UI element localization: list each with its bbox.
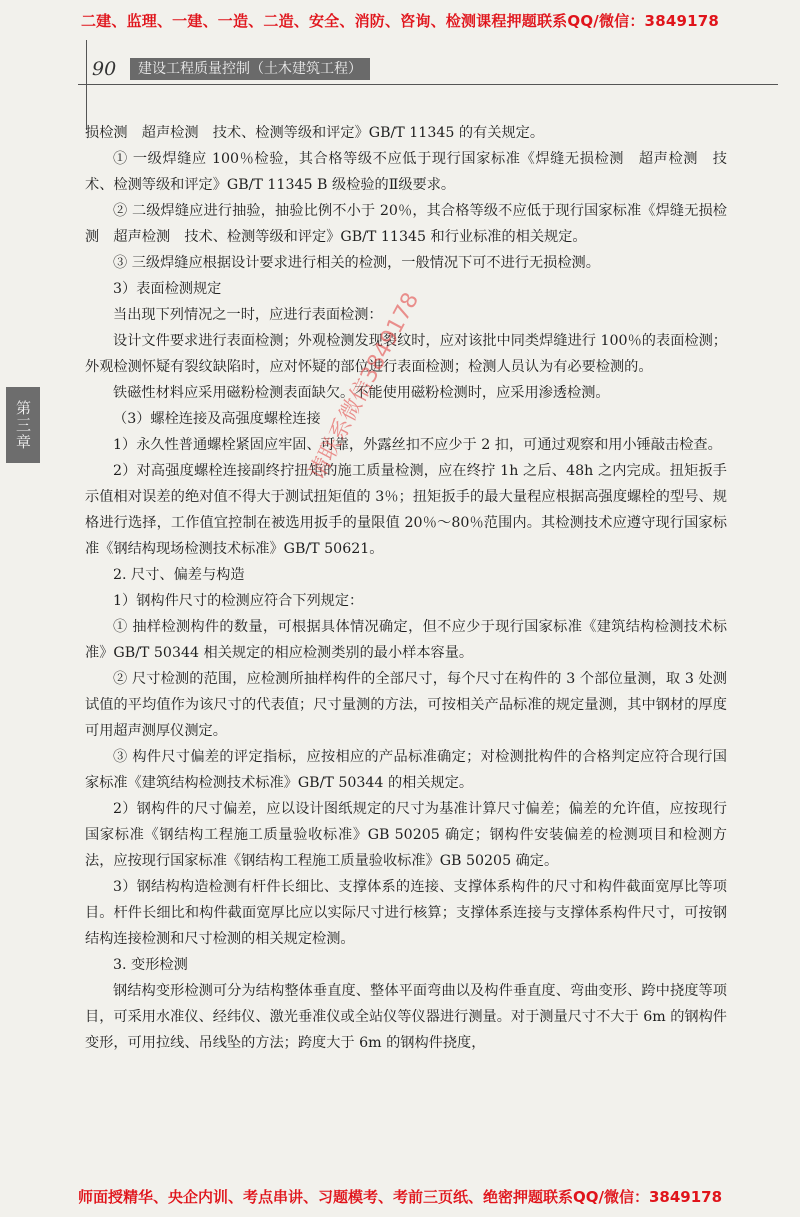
body-text <box>85 120 727 1056</box>
paragraph: 3. 变形检测 <box>113 957 188 973</box>
paragraph: 损检测 超声检测 技术、检测等级和评定》GB/T 11345 的有关规定。 <box>85 125 545 141</box>
paragraph: 3）表面检测规定 <box>113 281 222 297</box>
header-rule <box>78 84 778 85</box>
book-title: 建设工程质量控制（土木建筑工程） <box>130 58 370 80</box>
paragraph: 1）钢构件尺寸的检测应符合下列规定： <box>113 593 364 609</box>
paragraph: 2）对高强度螺栓连接副终拧扭矩的施工质量检测，应在终拧 1h 之后、48h 之内完成。扭矩扳手示值相对误差的绝对值不得大于测试扭矩值的 3％；扭矩扳手的最大量程应根据高强度螺栓的型号、规格进行选择，工作值宜控制在被选用扳手的量限值 20％～80％范围内。其检测技术应遵守现行国家标准《钢结构现场检测技术标准》GB/T 50621。 <box>85 463 727 557</box>
page-header <box>78 54 778 86</box>
paragraph: ② 尺寸检测的范围，应检测所抽样构件的全部尺寸，每个尺寸在构件的 3 个部位量测，取 3 处测试值的平均值作为该尺寸的代表值；尺寸量测的方法，可按相关产品标准的规定量测，其中钢材的厚度可用超声测厚仪测定。 <box>85 671 727 739</box>
paragraph: 设计文件要求进行表面检测；外观检测发现裂纹时，应对该批中同类焊缝进行 100％的表面检测；外观检测怀疑有裂纹缺陷时，应对怀疑的部位进行表面检测；检测人员认为有必要检测的。 <box>85 333 727 375</box>
watermark-stamp: 请联系微信3849178 <box>304 288 425 485</box>
paragraph: 1）永久性普通螺栓紧固应牢固、可靠，外露丝扣不应少于 2 扣，可通过观察和用小锤敲击检查。 <box>113 437 722 453</box>
paragraph: 2）钢构件的尺寸偏差，应以设计图纸规定的尺寸为基准计算尺寸偏差；偏差的允许值，应按现行国家标准《钢结构工程施工质量验收标准》GB 50205 确定；钢构件安装偏差的检测项目和检测方法，应按现行国家标准《钢结构工程施工质量验收标准》GB 50205 确定。 <box>85 801 727 869</box>
paragraph: 钢结构变形检测可分为结构整体垂直度、整体平面弯曲以及构件垂直度、弯曲变形、跨中挠度等项目，可采用水准仪、经纬仪、激光垂准仪或全站仪等仪器进行测量。对于测量尺寸不大于 6m 的钢构件变形，可用拉线、吊线坠的方法；跨度大于 6m 的钢构件挠度， <box>85 983 727 1051</box>
paragraph: ① 抽样检测构件的数量，可根据具体情况确定，但不应少于现行国家标准《建筑结构检测技术标准》GB/T 50344 相关规定的相应检测类别的最小样本容量。 <box>85 619 727 661</box>
paragraph: 铁磁性材料应采用磁粉检测表面缺欠。不能使用磁粉检测时，应采用渗透检测。 <box>113 385 610 401</box>
paragraph: 3）钢结构构造检测有杆件长细比、支撑体系的连接、支撑体系构件的尺寸和构件截面宽厚比等项目。杆件长细比和构件截面宽厚比应以实际尺寸进行核算；支撑体系连接与支撑体系构件尺寸，可按钢结构连接检测和尺寸检测的相关规定检测。 <box>85 879 727 947</box>
paragraph: 当出现下列情况之一时，应进行表面检测： <box>113 307 383 323</box>
paragraph: ③ 三级焊缝应根据设计要求进行相关的检测，一般情况下可不进行无损检测。 <box>113 255 600 271</box>
paragraph: （3）螺栓连接及高强度螺栓连接 <box>113 411 321 427</box>
top-advert-banner: 二建、监理、一建、一造、二造、安全、消防、咨询、检测课程押题联系QQ/微信：3849178 <box>80 12 720 30</box>
page-number: 90 <box>92 58 117 80</box>
paragraph: ① 一级焊缝应 100％检验，其合格等级不应低于现行国家标准《焊缝无损检测 超声检测 技术、检测等级和评定》GB/T 11345 B 级检验的Ⅱ级要求。 <box>85 151 727 193</box>
bottom-advert-banner: 师面授精华、央企内训、考点串讲、习题模考、考前三页纸、绝密押题联系QQ/微信：3849178 <box>77 1188 723 1206</box>
paragraph: ② 二级焊缝应进行抽验，抽验比例不小于 20％，其合格等级不应低于现行国家标准《焊缝无损检测 超声检测 技术、检测等级和评定》GB/T 11345 和行业标准的相关规定。 <box>85 203 727 245</box>
paragraph: ③ 构件尺寸偏差的评定指标，应按相应的产品标准确定；对检测批构件的合格判定应符合现行国家标准《建筑结构检测技术标准》GB/T 50344 的相关规定。 <box>85 749 727 791</box>
chapter-tab: 第三章 <box>6 387 40 463</box>
paragraph: 2. 尺寸、偏差与构造 <box>113 567 245 583</box>
